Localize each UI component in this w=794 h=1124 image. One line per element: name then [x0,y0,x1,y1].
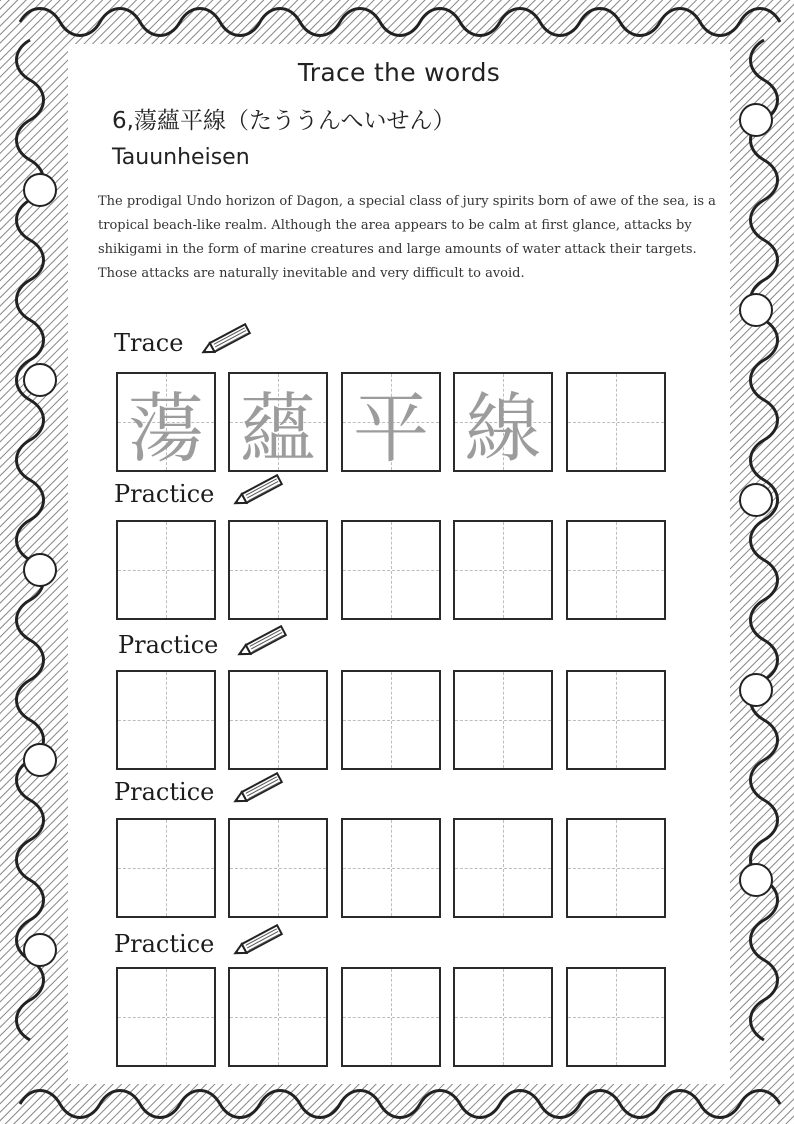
pencil-icon [230,770,290,806]
practice-box[interactable] [566,967,666,1067]
practice-box[interactable] [228,670,328,770]
practice-box[interactable] [228,520,328,620]
practice-box[interactable] [453,967,553,1067]
practice-box[interactable] [453,520,553,620]
trace-box[interactable] [228,372,328,472]
guide-line-horizontal [343,868,439,869]
guide-line-horizontal [118,570,214,571]
guide-line-horizontal [118,720,214,721]
guide-line-horizontal [230,570,326,571]
pencil-icon [230,922,290,958]
worksheet-title: Trace the words [297,58,501,87]
trace-label: Trace [114,329,184,357]
guide-line-horizontal [455,720,551,721]
guide-line-horizontal [230,720,326,721]
practice-box[interactable] [116,670,216,770]
pencil-icon [234,623,294,659]
guide-line-horizontal [455,868,551,869]
guide-line-horizontal [455,1017,551,1018]
practice-label: Practice [114,480,215,508]
guide-line-horizontal [568,570,664,571]
practice-label: Practice [114,778,215,806]
guide-line-horizontal [343,570,439,571]
worksheet-panel [68,44,730,1084]
trace-box[interactable] [453,372,553,472]
trace-character: 線 [465,383,541,473]
guide-line-horizontal [343,720,439,721]
practice-box[interactable] [566,520,666,620]
practice-box[interactable] [228,967,328,1067]
practice-box[interactable] [566,818,666,918]
description-paragraph: The prodigal Undo horizon of Dagon, a special class of jury spirits born of awe of the sea, is a tropical beach-like realm. Although the area appears to be calm at first glance, attacks by shikigami in the form of marine creatures and large amounts of water attack their targets. Those attacks are naturally inevitable and very difficult to avoid. [98,194,716,281]
guide-line-horizontal [568,422,664,423]
practice-label: Practice [114,930,215,958]
practice-box[interactable] [341,670,441,770]
practice-box[interactable] [341,967,441,1067]
romaji-heading: Tauunheisen [112,145,250,170]
guide-line-horizontal [343,1017,439,1018]
guide-line-horizontal [118,1017,214,1018]
guide-line-horizontal [455,570,551,571]
practice-box[interactable] [566,670,666,770]
practice-box[interactable] [341,818,441,918]
practice-label: Practice [118,631,219,659]
trace-character: 蘊 [240,383,316,473]
practice-box[interactable] [116,967,216,1067]
practice-box[interactable] [228,818,328,918]
guide-line-horizontal [568,868,664,869]
pencil-icon [230,472,290,508]
guide-line-horizontal [568,720,664,721]
practice-box[interactable] [116,818,216,918]
practice-box[interactable] [453,818,553,918]
guide-line-horizontal [568,1017,664,1018]
trace-box[interactable] [341,372,441,472]
trace-box[interactable] [566,372,666,472]
practice-box[interactable] [116,520,216,620]
pencil-icon [198,321,258,357]
trace-character: 平 [353,383,429,473]
trace-character: 蕩 [128,383,204,473]
guide-line-horizontal [118,868,214,869]
guide-line-horizontal [230,1017,326,1018]
practice-box[interactable] [341,520,441,620]
practice-box[interactable] [453,670,553,770]
guide-line-horizontal [230,868,326,869]
japanese-heading: 6,蕩蘊平線（たううんへいせん） [112,108,456,134]
trace-box[interactable] [116,372,216,472]
